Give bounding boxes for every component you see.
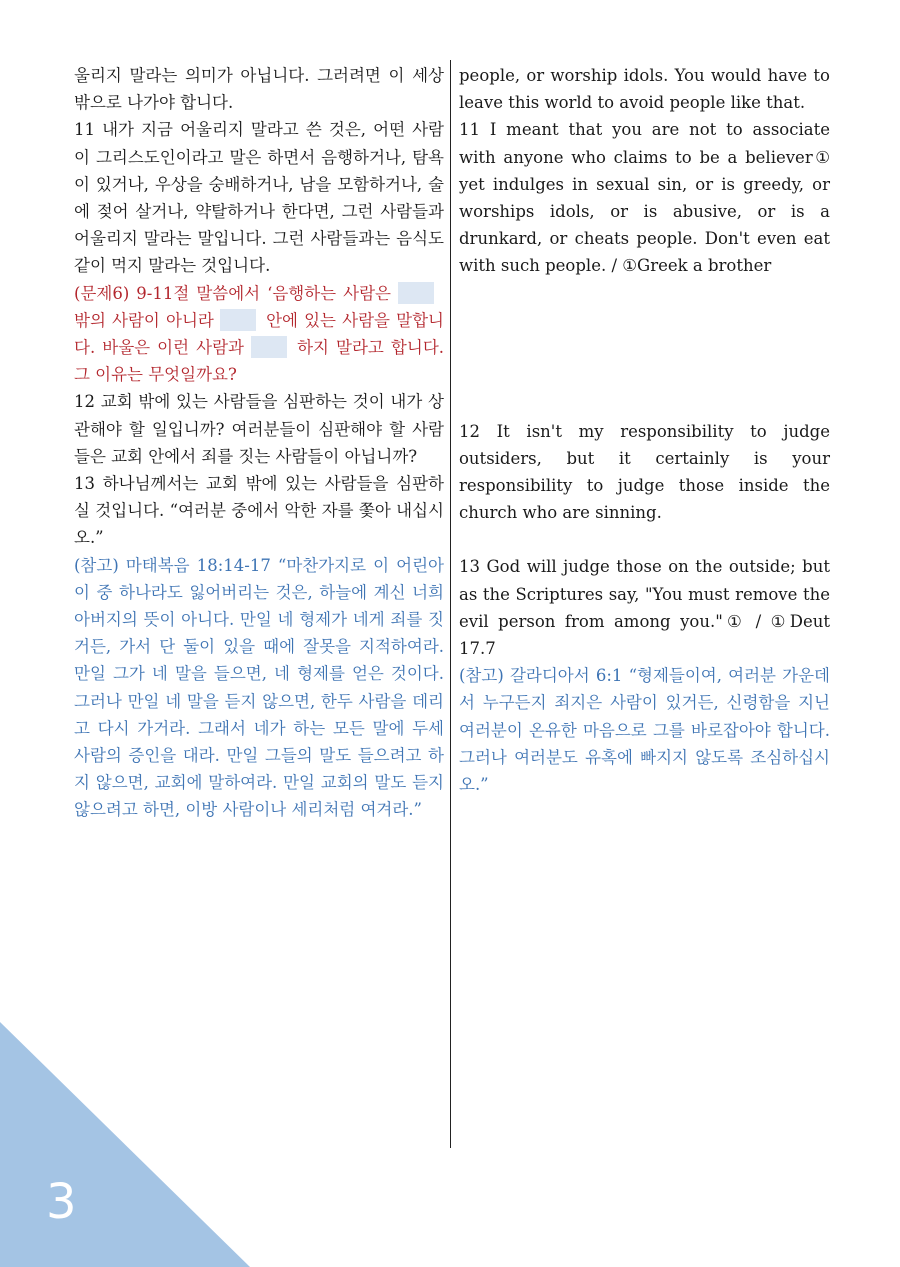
spacer <box>459 280 830 418</box>
korean-verse-11: 11 내가 지금 어울리지 말라고 쓴 것은, 어떤 사람이 그리스도인이라고 말은 하면서 음행하거나, 탐욕이 있거나, 우상을 숭배하거나, 남을 모함하거나, 술에 젖어 살거나, 약탈하거나 한다면, 그런 사람들과 어울리지 말라는 말입니다. 그런 사람들과는 음식도 같이 먹지 말라는 것입니다. <box>74 120 444 276</box>
english-reference-note: (참고) 갈라디아서 6:1 “형제들이여, 여러분 가운데서 누구든지 죄지은 사람이 있거든, 신령함을 지닌 여러분이 온유한 마음으로 그를 바로잡아야 합니다. 그러나 여러분도 유혹에 빠지지 않도록 조심하십시오.” <box>459 666 830 795</box>
spacer <box>459 526 830 553</box>
answer-blank-3[interactable] <box>251 336 287 358</box>
korean-verse-12: 12 교회 밖에 있는 사람들을 심판하는 것이 내가 상관해야 할 일입니까? 여러분들이 심판해야 할 사람들은 교회 안에서 죄를 짓는 사람들이 아닙니까? <box>74 392 444 466</box>
page-number: 3 <box>46 1174 77 1230</box>
question-6-part-b: 밖의 사람이 아니라 <box>74 310 214 330</box>
answer-blank-2[interactable] <box>220 309 256 331</box>
corner-triangle-decoration <box>0 1022 250 1267</box>
english-verse-10-end: people, or worship idols. You would have to leave this world to avoid people like that. <box>459 66 830 113</box>
english-column <box>459 62 830 798</box>
column-divider <box>450 60 451 1148</box>
english-verse-13: 13 God will judge those on the outside; but as the Scriptures say, "You must remove the evil person from among you."① / ①Deut 17.7 <box>459 557 830 659</box>
korean-column <box>74 62 444 824</box>
question-6-part-d: 하지 말라고 합니다. 그 이유는 무엇일까요? <box>74 338 444 385</box>
question-6 <box>74 280 444 389</box>
korean-verse-10-end: 울리지 말라는 의미가 아닙니다. 그러려면 이 세상 밖으로 나가야 합니다. <box>74 66 444 113</box>
question-6-part-c: 안에 있는 사람을 말합니다. 바울은 이런 사람과 <box>74 310 444 358</box>
korean-reference-note: (참고) 마태복음 18:14-17 “마찬가지로 이 어린아이 중 하나라도 잃어버리는 것은, 하늘에 계신 너희 아버지의 뜻이 아니다. 만일 네 형제가 네게 죄를 짓거든, 가서 단 둘이 있을 때에 잘못을 지적하여라. 만일 그가 네 말을 들으면, 네 형제를 얻은 것이다. 그러나 만일 네 말을 듣지 않으면, 한두 사람을 데리고 다시 가거라. 그래서 네가 하는 모든 말에 두세 사람의 증인을 대라. 만일 그들의 말도 들으려고 하지 않으면, 교회에 말하여라. 만일 교회의 말도 듣지 않으려고 하면, 이방 사람이나 세리처럼 여겨라.” <box>74 555 444 820</box>
korean-verse-13: 13 하나님께서는 교회 밖에 있는 사람들을 심판하실 것입니다. “여러분 중에서 악한 자를 쫓아 내십시오.” <box>74 474 444 548</box>
answer-blank-1[interactable] <box>398 282 434 304</box>
english-verse-12: 12 It isn't my responsibility to judge outsiders, but it certainly is your responsibility to judge those inside the church who are sinning. <box>459 421 830 523</box>
english-verse-11: 11 I meant that you are not to associate with anyone who claims to be a believer① yet indulges in sexual sin, or is greedy, or worships idols, or is abusive, or is a drunkard, or cheats people. Don't even eat with such people. / ①Greek a brother <box>459 120 830 276</box>
question-6-part-a: (문제6) 9-11절 말씀에서 ‘음행하는 사람은 <box>74 283 391 303</box>
